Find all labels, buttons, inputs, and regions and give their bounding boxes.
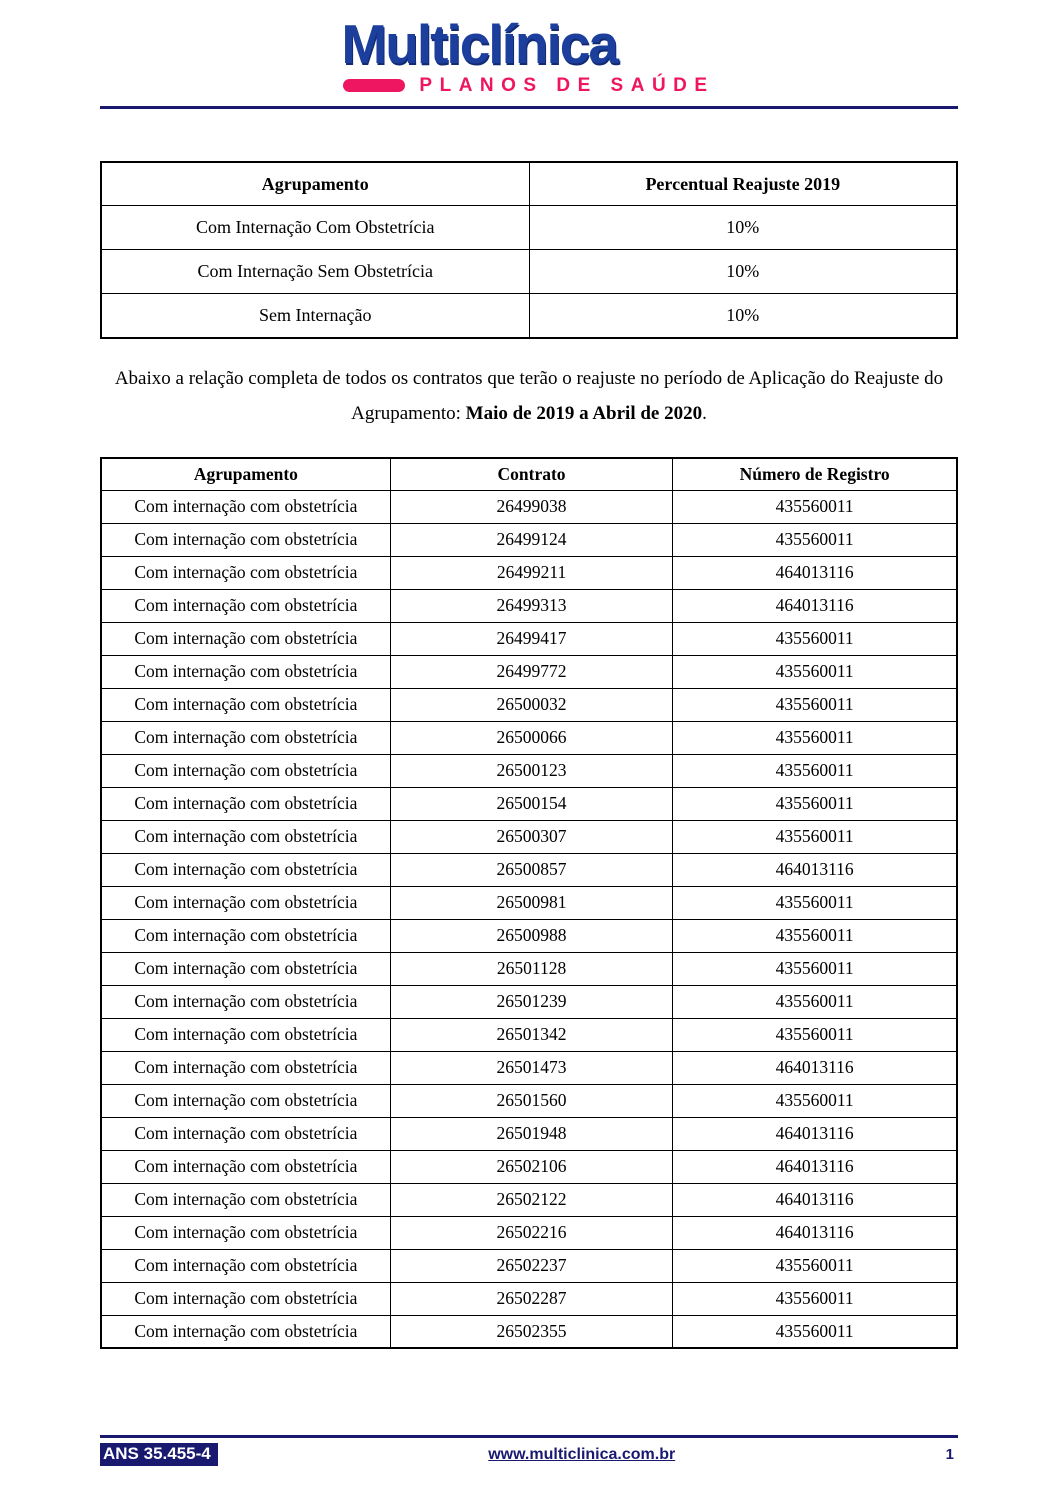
summary-cell-agrupamento: Com Internação Sem Obstetrícia: [101, 250, 529, 294]
footer-row: [100, 1443, 958, 1466]
contract-cell-agrupamento: Com internação com obstetrícia: [101, 523, 390, 556]
contract-cell-contrato: 26499038: [390, 490, 672, 523]
contract-cell-agrupamento: Com internação com obstetrícia: [101, 886, 390, 919]
contracts-table-row: [101, 721, 957, 754]
company-logo: [341, 13, 716, 97]
contracts-table-row: [101, 490, 957, 523]
contracts-table-row: [101, 1150, 957, 1183]
contract-cell-registro: 435560011: [673, 787, 957, 820]
contract-cell-contrato: 26499772: [390, 655, 672, 688]
contract-cell-contrato: 26500857: [390, 853, 672, 886]
intro-text-after: .: [702, 402, 707, 424]
contracts-table-row: [101, 787, 957, 820]
contract-cell-agrupamento: Com internação com obstetrícia: [101, 853, 390, 886]
contract-cell-agrupamento: Com internação com obstetrícia: [101, 1249, 390, 1282]
contract-cell-contrato: 26500307: [390, 820, 672, 853]
contract-cell-registro: 464013116: [673, 853, 957, 886]
contract-cell-agrupamento: Com internação com obstetrícia: [101, 919, 390, 952]
contract-cell-registro: 435560011: [673, 1315, 957, 1348]
contracts-table-row: [101, 1216, 957, 1249]
contract-cell-contrato: 26502237: [390, 1249, 672, 1282]
footer-center: [218, 1446, 946, 1464]
contract-cell-registro: 435560011: [673, 985, 957, 1018]
contract-cell-agrupamento: Com internação com obstetrícia: [101, 490, 390, 523]
contracts-header-agrupamento: Agrupamento: [101, 458, 390, 490]
intro-text-before: Abaixo a relação completa de todos os contratos que terão o reajuste no período de Aplicação do Reajuste do Agrupamento:: [114, 367, 944, 424]
page-footer: [100, 1435, 958, 1466]
contract-cell-contrato: 26500032: [390, 688, 672, 721]
contract-cell-contrato: 26499124: [390, 523, 672, 556]
contract-cell-contrato: 26501560: [390, 1084, 672, 1117]
contract-cell-registro: 464013116: [673, 1117, 957, 1150]
contracts-table-row: [101, 820, 957, 853]
contract-cell-contrato: 26501128: [390, 952, 672, 985]
contract-cell-agrupamento: Com internação com obstetrícia: [101, 1315, 390, 1348]
summary-cell-percentual: 10%: [529, 250, 957, 294]
contract-cell-agrupamento: Com internação com obstetrícia: [101, 985, 390, 1018]
contracts-table-row: [101, 853, 957, 886]
contract-cell-contrato: 26499211: [390, 556, 672, 589]
contracts-table-row: [101, 1084, 957, 1117]
contract-cell-registro: 435560011: [673, 1084, 957, 1117]
ans-registry-badge: ANS 35.455-4: [100, 1443, 218, 1466]
contract-cell-registro: 435560011: [673, 523, 957, 556]
contract-cell-registro: 435560011: [673, 754, 957, 787]
contract-cell-agrupamento: Com internação com obstetrícia: [101, 1117, 390, 1150]
summary-cell-agrupamento: Com Internação Com Obstetrícia: [101, 206, 529, 250]
contract-cell-agrupamento: Com internação com obstetrícia: [101, 589, 390, 622]
contract-cell-agrupamento: Com internação com obstetrícia: [101, 1018, 390, 1051]
contract-cell-contrato: 26502106: [390, 1150, 672, 1183]
contract-cell-registro: 464013116: [673, 1051, 957, 1084]
contract-cell-contrato: 26501239: [390, 985, 672, 1018]
contract-cell-registro: 464013116: [673, 1150, 957, 1183]
contract-cell-agrupamento: Com internação com obstetrícia: [101, 622, 390, 655]
contracts-table-row: [101, 919, 957, 952]
contract-cell-agrupamento: Com internação com obstetrícia: [101, 1051, 390, 1084]
intro-period-bold: Maio de 2019 a Abril de 2020: [465, 402, 703, 424]
contract-cell-registro: 435560011: [673, 919, 957, 952]
contract-cell-registro: 464013116: [673, 1216, 957, 1249]
contract-cell-agrupamento: Com internação com obstetrícia: [101, 655, 390, 688]
contract-cell-registro: 435560011: [673, 490, 957, 523]
contract-cell-contrato: 26500154: [390, 787, 672, 820]
contract-cell-agrupamento: Com internação com obstetrícia: [101, 1183, 390, 1216]
contract-cell-contrato: 26501473: [390, 1051, 672, 1084]
contract-cell-registro: 435560011: [673, 1018, 957, 1051]
contract-cell-registro: 435560011: [673, 820, 957, 853]
contract-cell-registro: 435560011: [673, 688, 957, 721]
header-divider: [100, 106, 958, 109]
contract-cell-registro: 435560011: [673, 952, 957, 985]
summary-cell-percentual: 10%: [529, 206, 957, 250]
contract-cell-agrupamento: Com internação com obstetrícia: [101, 952, 390, 985]
page-number: 1: [945, 1446, 954, 1463]
contracts-table-row: [101, 688, 957, 721]
contracts-table: [100, 457, 958, 1349]
contracts-table-row: [101, 1018, 957, 1051]
contract-cell-agrupamento: Com internação com obstetrícia: [101, 1150, 390, 1183]
page-header: [100, 13, 958, 97]
footer-divider: [100, 1435, 958, 1438]
contracts-table-row: [101, 1249, 957, 1282]
summary-header-row: [101, 162, 957, 206]
contracts-table-row: [101, 1051, 957, 1084]
contract-cell-contrato: 26499417: [390, 622, 672, 655]
contract-cell-contrato: 26500981: [390, 886, 672, 919]
contract-cell-contrato: 26500066: [390, 721, 672, 754]
contract-cell-agrupamento: Com internação com obstetrícia: [101, 820, 390, 853]
contracts-table-row: [101, 622, 957, 655]
contracts-table-row: [101, 754, 957, 787]
contracts-table-row: [101, 952, 957, 985]
contract-cell-registro: 435560011: [673, 886, 957, 919]
contract-cell-contrato: 26501342: [390, 1018, 672, 1051]
contracts-table-row: [101, 985, 957, 1018]
contract-cell-agrupamento: Com internação com obstetrícia: [101, 754, 390, 787]
contracts-table-row: [101, 1315, 957, 1348]
contract-cell-contrato: 26502122: [390, 1183, 672, 1216]
contract-cell-agrupamento: Com internação com obstetrícia: [101, 787, 390, 820]
summary-header-agrupamento: Agrupamento: [101, 162, 529, 206]
contract-cell-agrupamento: Com internação com obstetrícia: [101, 1282, 390, 1315]
summary-table-row: [101, 294, 957, 338]
contracts-table-row: [101, 556, 957, 589]
contracts-table-row: [101, 1117, 957, 1150]
contracts-table-row: [101, 655, 957, 688]
summary-table-row: [101, 206, 957, 250]
contract-cell-agrupamento: Com internação com obstetrícia: [101, 556, 390, 589]
contract-cell-contrato: 26500123: [390, 754, 672, 787]
reajuste-summary-table: [100, 161, 958, 339]
contracts-table-row: [101, 886, 957, 919]
contract-cell-contrato: 26502355: [390, 1315, 672, 1348]
intro-paragraph: [100, 361, 958, 431]
contract-cell-registro: 435560011: [673, 655, 957, 688]
contract-cell-contrato: 26500988: [390, 919, 672, 952]
contract-cell-registro: 464013116: [673, 589, 957, 622]
contract-cell-registro: 464013116: [673, 1183, 957, 1216]
contracts-table-row: [101, 1282, 957, 1315]
website-link[interactable]: www.multiclinica.com.br: [488, 1445, 676, 1463]
contract-cell-contrato: 26499313: [390, 589, 672, 622]
summary-header-percentual: Percentual Reajuste 2019: [529, 162, 957, 206]
logo-tagline-row: [341, 75, 716, 97]
summary-cell-agrupamento: Sem Internação: [101, 294, 529, 338]
contracts-header-registro: Número de Registro: [673, 458, 957, 490]
contract-cell-registro: 435560011: [673, 721, 957, 754]
contract-cell-agrupamento: Com internação com obstetrícia: [101, 688, 390, 721]
contracts-table-row: [101, 589, 957, 622]
contract-cell-registro: 435560011: [673, 1282, 957, 1315]
contracts-header-row: [101, 458, 957, 490]
contract-cell-contrato: 26501948: [390, 1117, 672, 1150]
contract-cell-contrato: 26502216: [390, 1216, 672, 1249]
contract-cell-registro: 435560011: [673, 622, 957, 655]
contracts-header-contrato: Contrato: [390, 458, 672, 490]
contract-cell-contrato: 26502287: [390, 1282, 672, 1315]
contract-cell-registro: 464013116: [673, 556, 957, 589]
summary-table-row: [101, 250, 957, 294]
contract-cell-agrupamento: Com internação com obstetrícia: [101, 1216, 390, 1249]
summary-cell-percentual: 10%: [529, 294, 957, 338]
contract-cell-agrupamento: Com internação com obstetrícia: [101, 721, 390, 754]
contract-cell-registro: 435560011: [673, 1249, 957, 1282]
contracts-table-row: [101, 1183, 957, 1216]
contract-cell-agrupamento: Com internação com obstetrícia: [101, 1084, 390, 1117]
tagline-dash-icon: [343, 79, 405, 92]
company-logo-text: Multiclínica: [341, 13, 617, 75]
contracts-table-row: [101, 523, 957, 556]
company-tagline: PLANOS DE SAÚDE: [419, 74, 715, 96]
